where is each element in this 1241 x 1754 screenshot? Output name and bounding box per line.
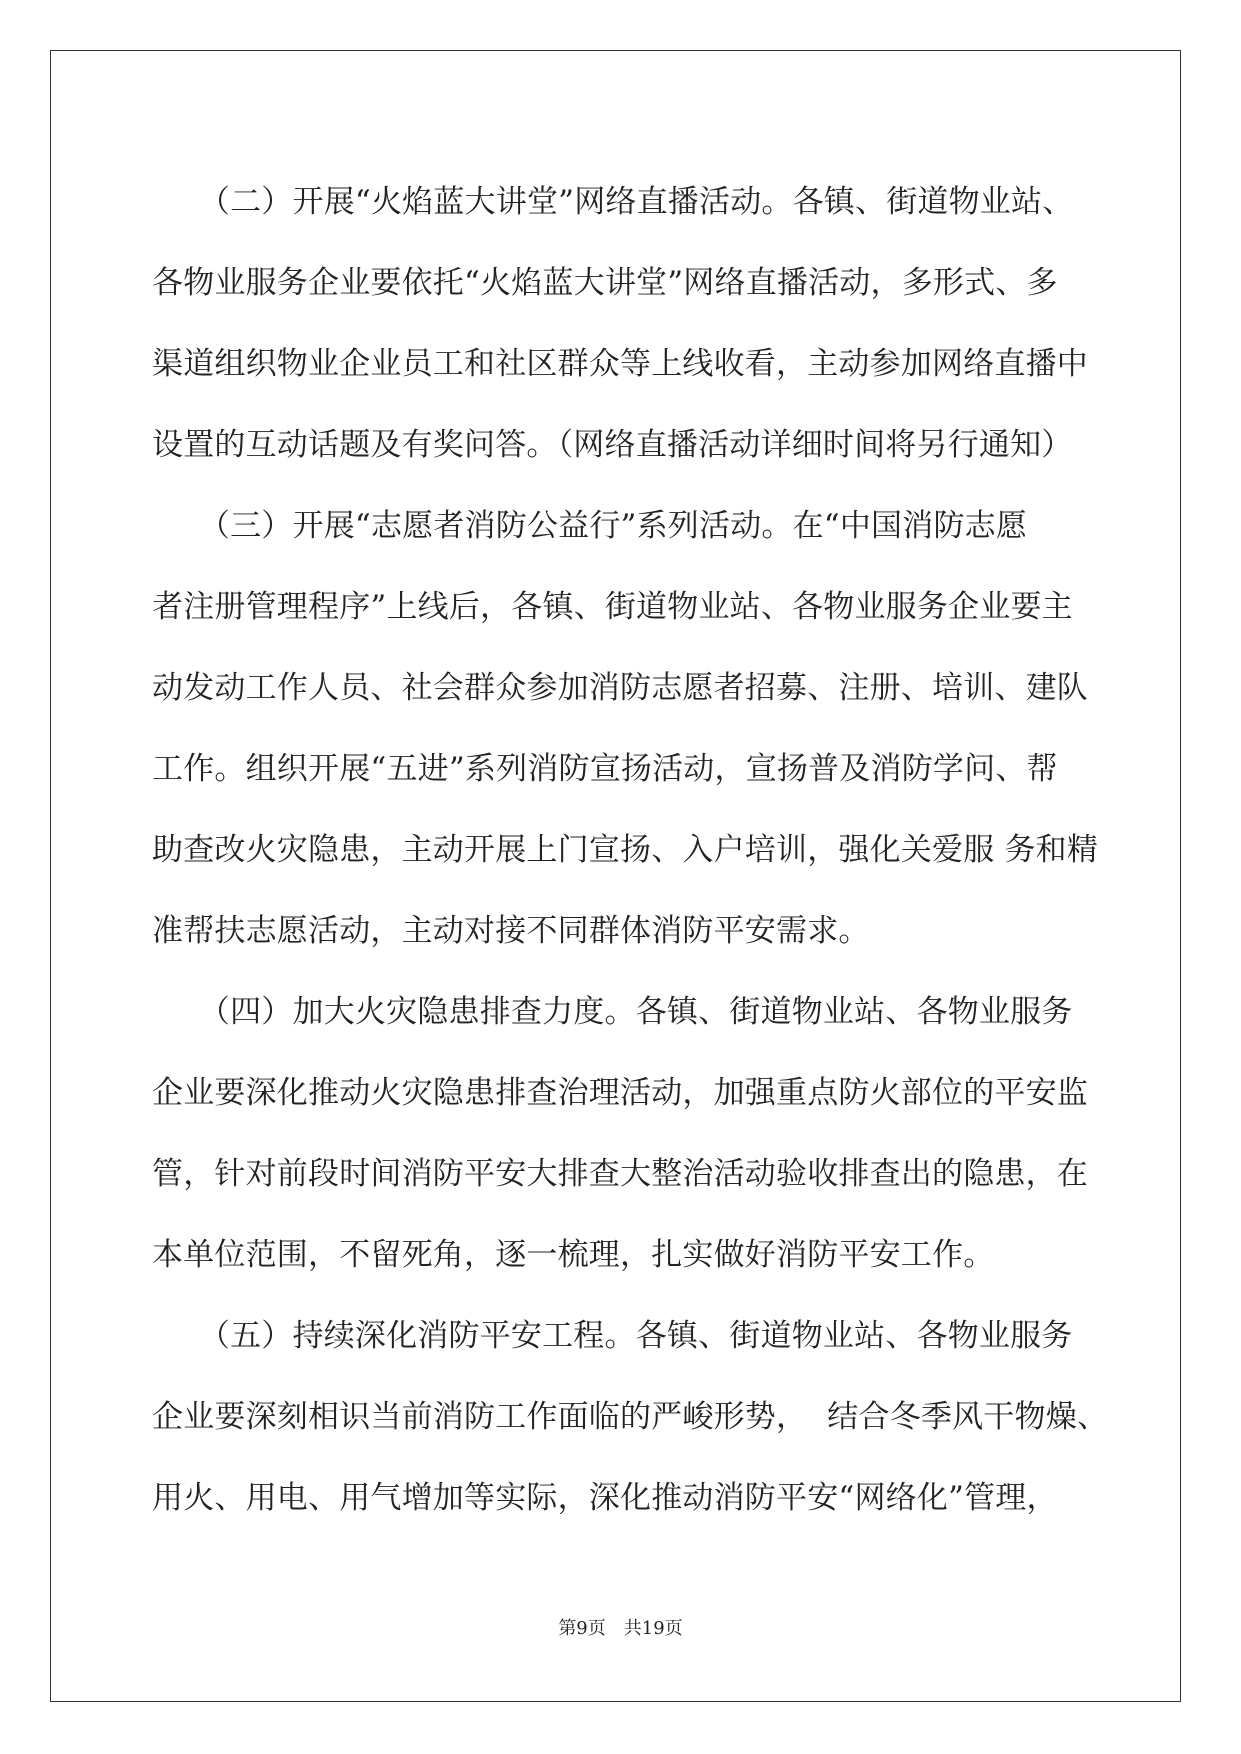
text-line: （二）开展“火焰蓝大讲堂”网络直播活动。各镇、街道物业站、 [152, 184, 1074, 220]
text-line: 助查改火灾隐患，主动开展上门宣扬、入户培训，强化关爱服 务和精 [152, 832, 1099, 868]
text-line: 者注册管理程序”上线后，各镇、街道物业站、各物业服务企业要主 [152, 589, 1073, 625]
text-line: （四）加大火灾隐患排查力度。各镇、街道物业站、各物业服务 [152, 994, 1073, 1030]
text-line: 设置的互动话题及有奖问答。（网络直播活动详细时间将另行通知） [152, 427, 1073, 463]
text-line: 企业要深化推动火灾隐患排查治理活动，加强重点防火部位的平安监 [152, 1075, 1088, 1111]
text-line: 用火、用电、用气增加等实际，深化推动消防平安“网络化”管理， [152, 1480, 1058, 1516]
page-number: 第9页 共19页 [558, 1618, 683, 1639]
text-line: 企业要深刻相识当前消防工作面临的严峻形势， 结合冬季风干物燥、 [152, 1399, 1109, 1435]
text-line: （五）持续深化消防平安工程。各镇、街道物业站、各物业服务 [152, 1318, 1073, 1354]
text-line: （三）开展“志愿者消防公益行”系列活动。在“中国消防志愿 [152, 508, 1028, 544]
text-line: 本单位范围，不留死角，逐一梳理，扎实做好消防平安工作。 [152, 1237, 995, 1273]
text-line: 各物业服务企业要依托“火焰蓝大讲堂”网络直播活动，多形式、多 [152, 265, 1058, 301]
document-body [152, 162, 1109, 1539]
text-line: 工作。组织开展“五进”系列消防宣扬活动，宣扬普及消防学问、帮 [152, 751, 1058, 787]
text-line: 准帮扶志愿活动，主动对接不同群体消防平安需求。 [152, 913, 870, 949]
text-line: 动发动工作人员、社会群众参加消防志愿者招募、注册、培训、建队 [152, 670, 1088, 706]
text-line: 管，针对前段时间消防平安大排查大整治活动验收排查出的隐患，在 [152, 1156, 1088, 1192]
text-line: 渠道组织物业企业员工和社区群众等上线收看，主动参加网络直播中 [152, 346, 1088, 382]
